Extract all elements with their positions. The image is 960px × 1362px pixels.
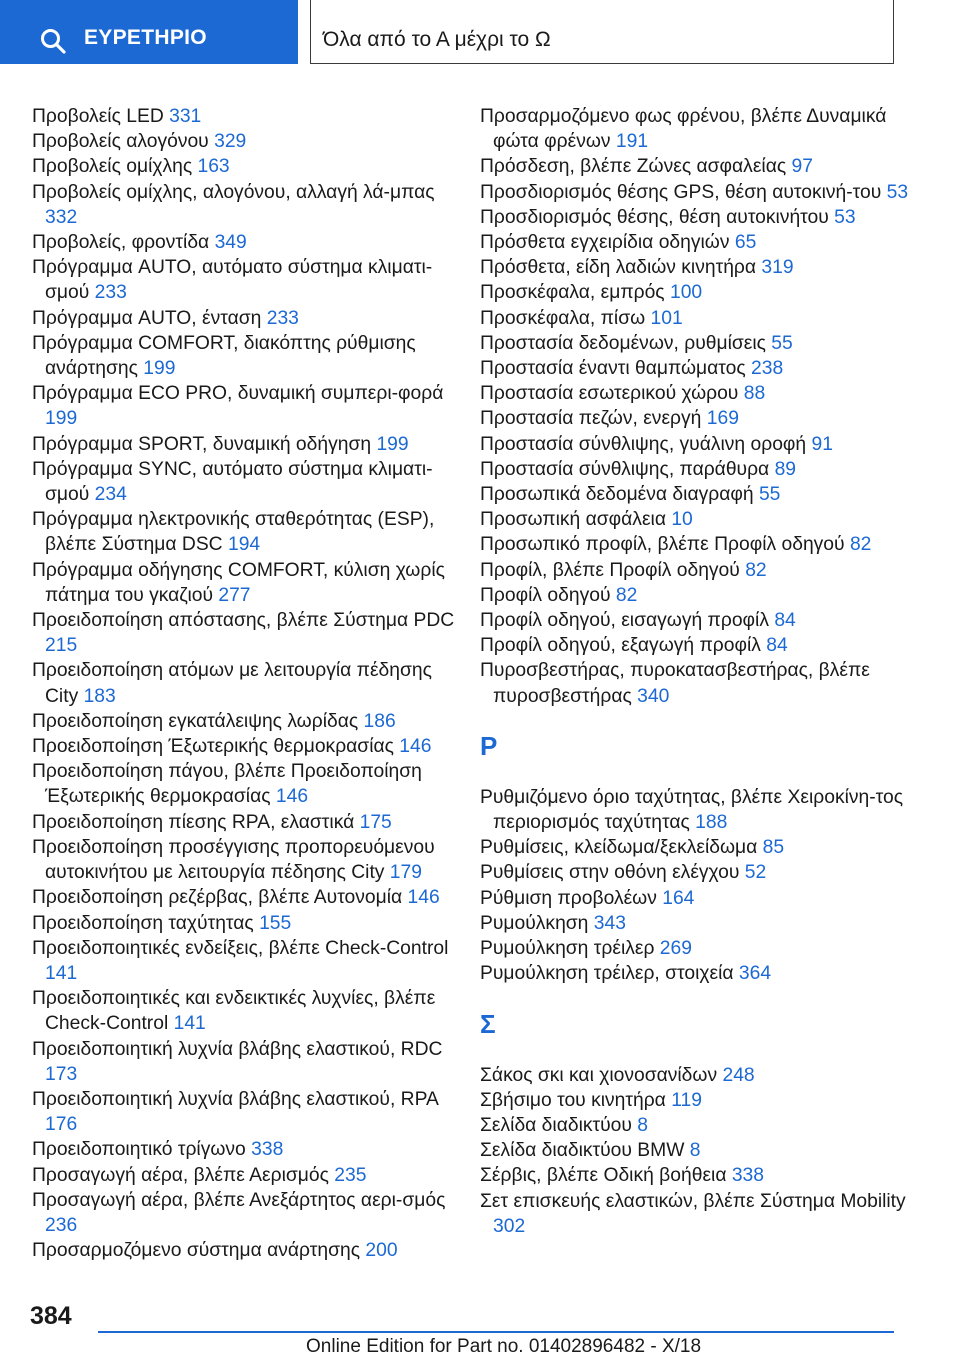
index-page-link[interactable]: 82 [615, 584, 638, 606]
index-page-link[interactable]: 179 [389, 862, 422, 884]
index-entry-text: Προστασία πεζών, ενεργή [480, 408, 702, 430]
index-entry-text: Ρυθμίσεις στην οθόνη ελέγχου [480, 862, 740, 884]
index-entry [32, 759, 462, 809]
index-page-link[interactable]: 89 [774, 458, 797, 480]
index-page-link[interactable]: 199 [45, 408, 78, 430]
index-entry-text: Προσαρμοζόμενο φως φρένου, βλέπε Δυναμικά φώτα φρένων [480, 106, 887, 153]
index-entry-text: Προσωπική ασφάλεια [480, 509, 666, 531]
index-entry-text: Προστασία δεδομένων, ρυθμίσεις [480, 332, 766, 354]
index-page-link[interactable]: 338 [731, 1165, 764, 1187]
index-entry [480, 558, 910, 583]
index-entry [480, 381, 910, 406]
search-tab-label: ΕΥΡΕΤΗΡΙΟ [84, 26, 207, 49]
index-entry [32, 709, 462, 734]
index-page-link[interactable]: 364 [738, 963, 772, 985]
index-page-link[interactable]: 101 [650, 307, 683, 329]
index-page-link[interactable]: 97 [791, 156, 813, 178]
index-entry [32, 1163, 462, 1188]
index-entry-text: Σβήσιμο του κινητήρα [480, 1089, 666, 1111]
index-entry-text: Πρόσθετα, είδη λαδιών κινητήρα [480, 257, 757, 279]
breadcrumb-text: Όλα από το Α μέχρι το Ω [323, 28, 551, 51]
index-entry-text: Πρόγραμμα AUTO, ένταση [32, 307, 262, 329]
index-page-link[interactable]: 332 [45, 206, 78, 228]
index-page-link[interactable]: 65 [734, 232, 757, 254]
index-entry [480, 482, 910, 507]
index-entry [480, 936, 910, 961]
index-column-left [32, 104, 462, 1263]
index-entry-text: Πυροσβεστήρας, πυροκατασβεστήρας, βλέπε πυροσβεστήρας [480, 660, 870, 707]
index-entry [32, 936, 462, 986]
index-entry-text: Προστασία σύνθλιψης, γυάλινη οροφή [480, 433, 807, 455]
index-entry-text: Προσωπικό προφίλ, βλέπε Προφίλ οδηγού [480, 534, 845, 556]
index-page-link[interactable]: 146 [399, 736, 432, 758]
index-entry [32, 104, 462, 129]
index-entry-text: Πρόγραμμα SPORT, δυναμική οδήγηση [32, 433, 372, 455]
index-page-link[interactable]: 169 [706, 408, 739, 430]
index-entry-text: Πρόσθετα εγχειρίδια οδηγιών [480, 232, 730, 254]
index-entry [32, 457, 462, 507]
index-entry [480, 608, 910, 633]
index-letter-heading: Ρ [480, 730, 498, 761]
index-entry-text: Πρόγραμμα SYNC, αυτόματο σύστημα κλιματι-σμού [32, 458, 433, 506]
index-page-link[interactable]: 234 [94, 484, 127, 506]
index-entry [480, 835, 910, 860]
index-page-link[interactable]: 233 [266, 307, 299, 329]
index-page-link[interactable]: 52 [744, 862, 767, 884]
page-number: 384 [30, 1302, 72, 1330]
index-page-link[interactable]: 146 [275, 786, 309, 808]
index-page-link[interactable]: 236 [45, 1214, 78, 1236]
index-entry-text: Σάκος σκι και χιονοσανίδων [480, 1064, 718, 1086]
index-page-link[interactable]: 164 [662, 887, 695, 909]
index-page-link[interactable]: 194 [227, 534, 261, 556]
index-page-link[interactable]: 343 [593, 912, 626, 934]
index-entry [480, 507, 910, 532]
index-page-link[interactable]: 215 [45, 635, 78, 657]
index-page-link[interactable]: 269 [659, 938, 692, 960]
index-page-link[interactable]: 191 [615, 131, 649, 153]
index-page-link[interactable]: 200 [365, 1240, 398, 1262]
index-entry-text: Προειδοποίηση απόστασης, βλέπε Σύστημα PDC [32, 610, 455, 632]
index-entry [32, 432, 462, 457]
index-entry [32, 608, 462, 658]
index-entry [32, 885, 462, 910]
index-entry [480, 406, 910, 431]
index-entry [480, 280, 910, 305]
index-entry [480, 432, 910, 457]
index-entry-text: Προειδοποίηση ταχύτητας [32, 912, 254, 934]
index-page-link[interactable]: 141 [45, 962, 78, 984]
index-entry-text: Προσκέφαλα, πίσω [480, 307, 646, 329]
index-page-link[interactable]: 319 [761, 257, 794, 279]
index-entry-text: Προειδοποιητική λυχνία βλάβης ελαστικού, RDC [32, 1038, 443, 1060]
index-page-link[interactable]: 100 [669, 282, 703, 304]
index-page-link[interactable]: 176 [45, 1114, 78, 1136]
index-entry [480, 1063, 910, 1088]
index-entry [32, 154, 462, 179]
index-page-link[interactable]: 84 [766, 635, 788, 657]
index-entry-text: Προστασία εσωτερικού χώρου [480, 383, 739, 405]
index-entry [480, 1138, 910, 1163]
index-page-link[interactable]: 338 [251, 1139, 284, 1161]
index-page-link[interactable]: 175 [359, 811, 392, 833]
index-entry-text: Προφίλ οδηγού, εισαγωγή προφίλ [480, 610, 769, 632]
index-page-link[interactable]: 277 [218, 584, 251, 606]
index-entry [32, 658, 462, 708]
index-entry-text: Προειδοποιητικές και ενδεικτικές λυχνίες, βλέπε Check-Control [32, 988, 436, 1035]
index-entry-text: Προστασία έναντι θαμπώματος [480, 358, 746, 380]
index-entry-text: Προσδιορισμός θέσης GPS, θέση αυτοκινή-του [480, 181, 882, 203]
index-page-link[interactable]: 10 [671, 509, 693, 531]
index-entry [480, 886, 910, 911]
index-entry-text: Προειδοποίηση ατόμων με λειτουργία πέδησης City [32, 660, 432, 707]
index-entry [480, 1088, 910, 1113]
index-page-link[interactable]: 84 [774, 610, 796, 632]
index-entry [480, 1163, 910, 1188]
index-page-link[interactable]: 82 [849, 534, 872, 556]
index-page-link[interactable]: 91 [811, 433, 833, 455]
index-letter-heading: Σ [480, 1008, 496, 1039]
index-page-link[interactable]: 55 [771, 332, 793, 354]
index-entry [32, 129, 462, 154]
index-entry-text: Ρυμούλκηση τρέιλερ [480, 938, 655, 960]
index-entry [32, 255, 462, 305]
index-page-link[interactable]: 8 [637, 1114, 649, 1136]
index-page-link[interactable]: 85 [762, 837, 785, 859]
index-entry [32, 507, 462, 557]
index-entry [480, 532, 910, 557]
index-entry [480, 331, 910, 356]
index-entry [32, 381, 462, 431]
index-entry-text: Ρυθμίσεις, κλείδωμα/ξεκλείδωμα [480, 837, 758, 859]
index-page-link[interactable]: 82 [745, 559, 767, 581]
index-page-link[interactable]: 119 [671, 1089, 702, 1111]
index-entry-text: Προειδοποίηση ρεζέρβας, βλέπε Αυτονομία [32, 887, 403, 909]
index-entry-text: Πρόγραμμα AUTO, αυτόματο σύστημα κλιματι-σμού [32, 257, 433, 304]
index-entry-text: Σέρβις, βλέπε Οδική βοήθεια [480, 1165, 727, 1187]
index-page-link[interactable]: 53 [886, 181, 909, 203]
index-page-link[interactable]: 88 [743, 383, 766, 405]
index-entry-text: Προβολείς ομίχλης [32, 156, 193, 178]
index-entry-text: Ρυθμιζόμενο όριο ταχύτητας, βλέπε Χειροκίνη-τος περιορισμός ταχύτητας [480, 786, 904, 834]
search-tab[interactable] [0, 0, 298, 64]
index-entry-text: Πρόγραμμα ηλεκτρονικής σταθερότητας (ESP), βλέπε Σύστημα DSC [32, 509, 435, 556]
index-entry [480, 205, 910, 230]
index-page-link[interactable]: 186 [363, 710, 396, 732]
index-entry-text: Προβολείς LED [32, 106, 164, 127]
index-entry-text: Πρόσδεση, βλέπε Ζώνες ασφαλείας [480, 156, 787, 178]
index-entry [480, 658, 910, 708]
index-page-link[interactable]: 331 [169, 106, 202, 127]
index-entry [32, 810, 462, 835]
index-entry [480, 457, 910, 482]
index-entry-text: Προβολείς, φροντίδα [32, 232, 210, 254]
index-entry [32, 734, 462, 759]
index-entry [480, 961, 910, 986]
index-entry-text: Προσωπικά δεδομένα διαγραφή [480, 484, 754, 506]
index-entry [480, 1113, 910, 1138]
index-entry-text: Προειδοποιητική λυχνία βλάβης ελαστικού, RPA [32, 1088, 438, 1110]
index-entry-text: Προσκέφαλα, εμπρός [480, 282, 665, 304]
index-entry-text: Προστασία σύνθλιψης, παράθυρα [480, 458, 770, 480]
index-entry [480, 180, 910, 205]
index-page-link[interactable]: 302 [493, 1215, 526, 1237]
index-entry-text: Προφίλ οδηγού [480, 584, 611, 606]
index-entry [32, 835, 462, 885]
index-entry [32, 1037, 462, 1087]
index-entry [480, 306, 910, 331]
index-page-link[interactable]: 199 [143, 358, 176, 380]
index-entry-text: Προβολείς αλογόνου [32, 131, 209, 153]
index-page-link[interactable]: 238 [751, 358, 784, 380]
index-page-link[interactable]: 146 [407, 887, 440, 909]
index-entry [32, 331, 462, 381]
index-entry [32, 986, 462, 1036]
index-page-link[interactable]: 188 [695, 812, 728, 834]
breadcrumb[interactable] [310, 0, 894, 64]
index-entry [32, 911, 462, 936]
index-entry [480, 255, 910, 280]
index-entry-text: Σελίδα διαδικτύου BMW [480, 1140, 685, 1162]
index-page-link[interactable]: 329 [214, 131, 247, 153]
index-entry [32, 1188, 462, 1238]
index-entry [480, 1189, 910, 1239]
index-page-link[interactable]: 155 [259, 912, 292, 934]
index-entry [480, 154, 910, 179]
index-entry-text: Πρόγραμμα ECO PRO, δυναμική συμπερι-φορά [32, 383, 444, 405]
index-entry [32, 1137, 462, 1162]
index-entry [480, 785, 910, 835]
index-page-link[interactable]: 248 [722, 1064, 755, 1086]
index-entry [32, 306, 462, 331]
index-entry [480, 230, 910, 255]
index-entry-text: Ρυμούλκηση τρέιλερ, στοιχεία [480, 963, 734, 985]
index-page-link[interactable]: 340 [637, 685, 670, 707]
index-entry-text: Ρύθμιση προβολέων [480, 887, 657, 909]
index-entry [480, 583, 910, 608]
index-entry-text: Πρόγραμμα COMFORT, διακόπτης ρύθμισης ανάρτησης [32, 332, 416, 380]
index-page-link[interactable]: 235 [334, 1164, 367, 1186]
index-entry-text: Προειδοποίηση Έξωτερικής θερμοκρασίας [32, 736, 394, 758]
index-entry [480, 356, 910, 381]
index-entry-text: Προειδοποίηση πίεσης RPA, ελαστικά [32, 811, 355, 833]
index-entry-text: Προσδιορισμός θέσης, θέση αυτοκινήτου [480, 206, 829, 228]
index-entry [32, 1087, 462, 1137]
index-entry [480, 104, 910, 154]
index-page-link[interactable]: 199 [376, 433, 409, 455]
index-entry-text: Προσαγωγή αέρα, βλέπε Αερισμός [32, 1164, 329, 1186]
index-entry-text: Σετ επισκευής ελαστικών, βλέπε Σύστημα Mobility [480, 1190, 906, 1212]
index-entry-text: Προειδοποίηση εγκατάλειψης λωρίδας [32, 710, 359, 732]
index-entry [32, 1238, 462, 1263]
index-page-link[interactable]: 8 [689, 1140, 701, 1162]
footer-divider [98, 1331, 894, 1333]
index-entry [480, 911, 910, 936]
index-entry-text: Προφίλ, βλέπε Προφίλ οδηγού [480, 559, 740, 581]
index-entry-text: Προειδοποιητικό τρίγωνο [32, 1139, 246, 1161]
index-entry-text: Προφίλ οδηγού, εξαγωγή προφίλ [480, 635, 761, 657]
index-entry [32, 180, 462, 230]
index-page-link[interactable]: 163 [197, 156, 230, 178]
index-entry [32, 558, 462, 608]
index-entry-text: Ρυμούλκηση [480, 912, 589, 934]
index-entry-text: Σελίδα διαδικτύου [480, 1114, 632, 1136]
index-page-link[interactable]: 349 [214, 232, 247, 254]
index-entry [32, 230, 462, 255]
index-column-right [480, 104, 910, 1239]
index-page-link[interactable]: 141 [173, 1013, 206, 1035]
index-entry-text: Προσαρμοζόμενο σύστημα ανάρτησης [32, 1240, 361, 1262]
index-entry-text: Προειδοποίηση προσέγγισης προπορευόμενου αυτοκινήτου με λειτουργία πέδησης City [32, 836, 435, 884]
index-entry-text: Προσαγωγή αέρα, βλέπε Ανεξάρτητος αερι-σμός [32, 1189, 446, 1211]
index-entry-text: Προειδοποίηση πάγου, βλέπε Προειδοποίηση Έξωτερικής θερμοκρασίας [32, 761, 422, 808]
index-page-link[interactable]: 55 [758, 484, 781, 506]
index-page-link[interactable]: 53 [834, 206, 856, 228]
index-entry [480, 633, 910, 658]
index-entry-text: Προβολείς ομίχλης, αλογόνου, αλλαγή λά-μπας [32, 181, 435, 203]
header-bar [0, 0, 960, 72]
index-page-link[interactable]: 183 [83, 685, 116, 707]
index-entry-text: Προειδοποιητικές ενδείξεις, βλέπε Check-Control [32, 937, 449, 959]
edition-info: Online Edition for Part no. 01402896482 - X/18 [306, 1336, 702, 1357]
search-icon [40, 28, 66, 54]
index-entry [480, 860, 910, 885]
index-page-link[interactable]: 233 [94, 282, 127, 304]
index-page-link[interactable]: 173 [45, 1063, 78, 1085]
index-entry-text: Πρόγραμμα οδήγησης COMFORT, κύλιση χωρίς πάτημα του γκαζιού [32, 559, 445, 606]
